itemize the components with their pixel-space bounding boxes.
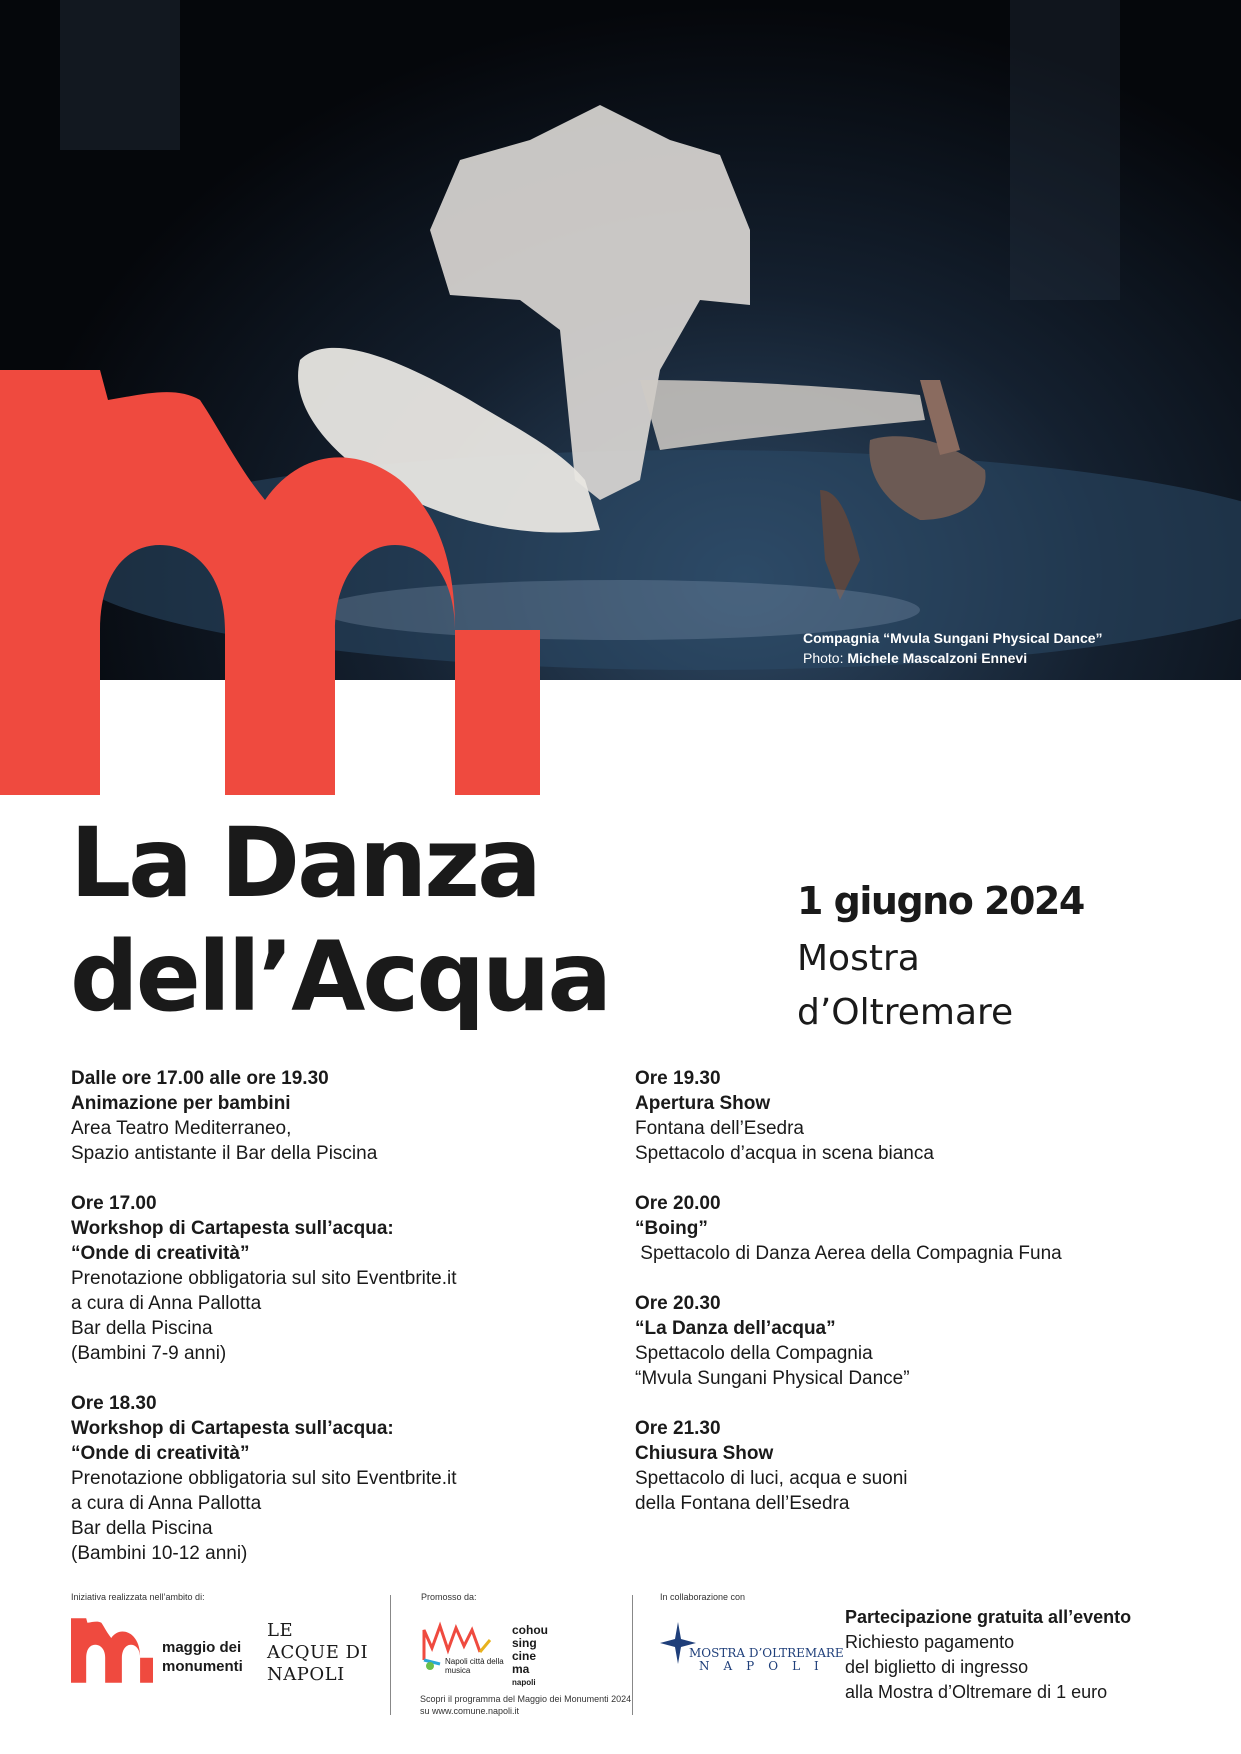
program-name-sub: “Onde di creatività” xyxy=(71,1243,250,1264)
participation-info xyxy=(845,1605,1131,1705)
info-line: del biglietto di ingresso xyxy=(845,1657,1029,1677)
mostra-oltremare-logo xyxy=(689,1647,844,1673)
maggio-monumenti-logo-small xyxy=(71,1618,153,1683)
maggio-monumenti-logo-large xyxy=(0,370,540,795)
initiative-label: Iniziativa realizzata nell’ambito di: xyxy=(71,1592,205,1602)
program-detail: Spazio antistante il Bar della Piscina xyxy=(71,1143,378,1164)
acque-line-2: ACQUE DI xyxy=(267,1642,369,1663)
cohou-line-1: cohou xyxy=(512,1623,548,1637)
program-detail: Prenotazione obbligatoria sul sito Eventbrite.it xyxy=(71,1468,457,1489)
program-detail: Area Teatro Mediterraneo, xyxy=(71,1118,292,1139)
program-left-column xyxy=(71,1066,631,1591)
program-item xyxy=(71,1066,631,1166)
program-detail: Spettacolo di Danza Aerea della Compagnia Funa xyxy=(635,1243,1062,1264)
program-detail: Prenotazione obbligatoria sul sito Eventbrite.it xyxy=(71,1268,457,1289)
maggio-line-1: maggio dei xyxy=(162,1639,242,1656)
photo-credit xyxy=(803,628,1103,668)
program-item xyxy=(635,1291,1195,1391)
program-name: Chiusura Show xyxy=(635,1443,774,1464)
event-title xyxy=(70,806,609,1034)
promo-note-line-1: Scopri il programma del Maggio dei Monumenti 2024 xyxy=(420,1694,632,1704)
program-name: “La Danza dell’acqua” xyxy=(635,1318,836,1339)
title-line-1: La Danza xyxy=(70,807,539,919)
maggio-line-2: monumenti xyxy=(162,1658,243,1675)
le-acque-di-napoli-logo xyxy=(267,1620,368,1686)
program-detail: (Bambini 7-9 anni) xyxy=(71,1343,227,1364)
mostra-line-2: NAPOLI xyxy=(699,1659,833,1673)
info-line: Richiesto pagamento xyxy=(845,1632,1015,1652)
caption-photographer: Michele Mascalzoni Ennevi xyxy=(847,650,1028,666)
acque-line-3: NAPOLI xyxy=(267,1664,345,1685)
collab-label: In collaborazione con xyxy=(660,1592,746,1602)
program-time: Ore 17.00 xyxy=(71,1193,157,1214)
promo-note-line-2: su www.comune.napoli.it xyxy=(420,1706,520,1716)
program-detail: Spettacolo di luci, acqua e suoni xyxy=(635,1468,908,1489)
cohou-line-4: ma xyxy=(512,1662,530,1676)
program-time: Ore 19.30 xyxy=(635,1068,721,1089)
program-detail: Spettacolo della Compagnia xyxy=(635,1343,873,1364)
footer-divider xyxy=(632,1595,633,1715)
program-detail: a cura di Anna Pallotta xyxy=(71,1293,262,1314)
program-detail: Spettacolo d’acqua in scena bianca xyxy=(635,1143,934,1164)
program-time: Ore 20.30 xyxy=(635,1293,721,1314)
program-detail: della Fontana dell’Esedra xyxy=(635,1493,850,1514)
cohousing-cinema-logo xyxy=(512,1624,548,1689)
napoli-musica-label: Napoli città della musica xyxy=(445,1657,504,1675)
program-detail: a cura di Anna Pallotta xyxy=(71,1493,262,1514)
program-detail: Fontana dell’Esedra xyxy=(635,1118,804,1139)
title-line-2: dell’Acqua xyxy=(70,921,610,1033)
program-name: “Boing” xyxy=(635,1218,708,1239)
program-detail: Bar della Piscina xyxy=(71,1318,213,1339)
program-name: Workshop di Cartapesta sull’acqua: xyxy=(71,1218,394,1239)
event-place xyxy=(797,932,1013,1040)
program-detail: “Mvula Sungani Physical Dance” xyxy=(635,1368,910,1389)
event-date: 1 giugno 2024 xyxy=(797,879,1084,923)
acque-line-1: LE xyxy=(267,1620,294,1641)
program-time: Ore 20.00 xyxy=(635,1193,721,1214)
program-item xyxy=(635,1191,1195,1266)
mostra-line-1: MOSTRA D’OLTREMARE xyxy=(689,1646,844,1660)
program-name-sub: “Onde di creatività” xyxy=(71,1443,250,1464)
program-note xyxy=(420,1693,631,1717)
program-name: Apertura Show xyxy=(635,1093,771,1114)
caption-photo-prefix: Photo: xyxy=(803,650,848,666)
program-item xyxy=(635,1416,1195,1516)
program-item xyxy=(635,1066,1195,1166)
info-line: alla Mostra d’Oltremare di 1 euro xyxy=(845,1682,1108,1702)
cohou-line-2: sing xyxy=(512,1636,537,1650)
cohou-line-5: napoli xyxy=(512,1678,536,1687)
program-detail: (Bambini 10-12 anni) xyxy=(71,1543,248,1564)
program-item xyxy=(71,1391,631,1566)
program-item xyxy=(71,1191,631,1366)
program-detail: Bar della Piscina xyxy=(71,1518,213,1539)
program-time: Dalle ore 17.00 alle ore 19.30 xyxy=(71,1068,329,1089)
place-line-2: d’Oltremare xyxy=(797,992,1014,1033)
program-right-column xyxy=(635,1066,1195,1541)
footer-divider xyxy=(390,1595,391,1715)
maggio-monumenti-text xyxy=(162,1638,243,1676)
info-head: Partecipazione gratuita all’evento xyxy=(845,1607,1132,1627)
program-time: Ore 21.30 xyxy=(635,1418,721,1439)
program-name: Workshop di Cartapesta sull’acqua: xyxy=(71,1418,394,1439)
cohou-line-3: cine xyxy=(512,1649,537,1663)
place-line-1: Mostra xyxy=(797,938,920,979)
caption-company: Compagnia “Mvula Sungani Physical Dance” xyxy=(803,630,1103,646)
promoted-label: Promosso da: xyxy=(421,1592,477,1602)
program-time: Ore 18.30 xyxy=(71,1393,157,1414)
program-name: Animazione per bambini xyxy=(71,1093,291,1114)
